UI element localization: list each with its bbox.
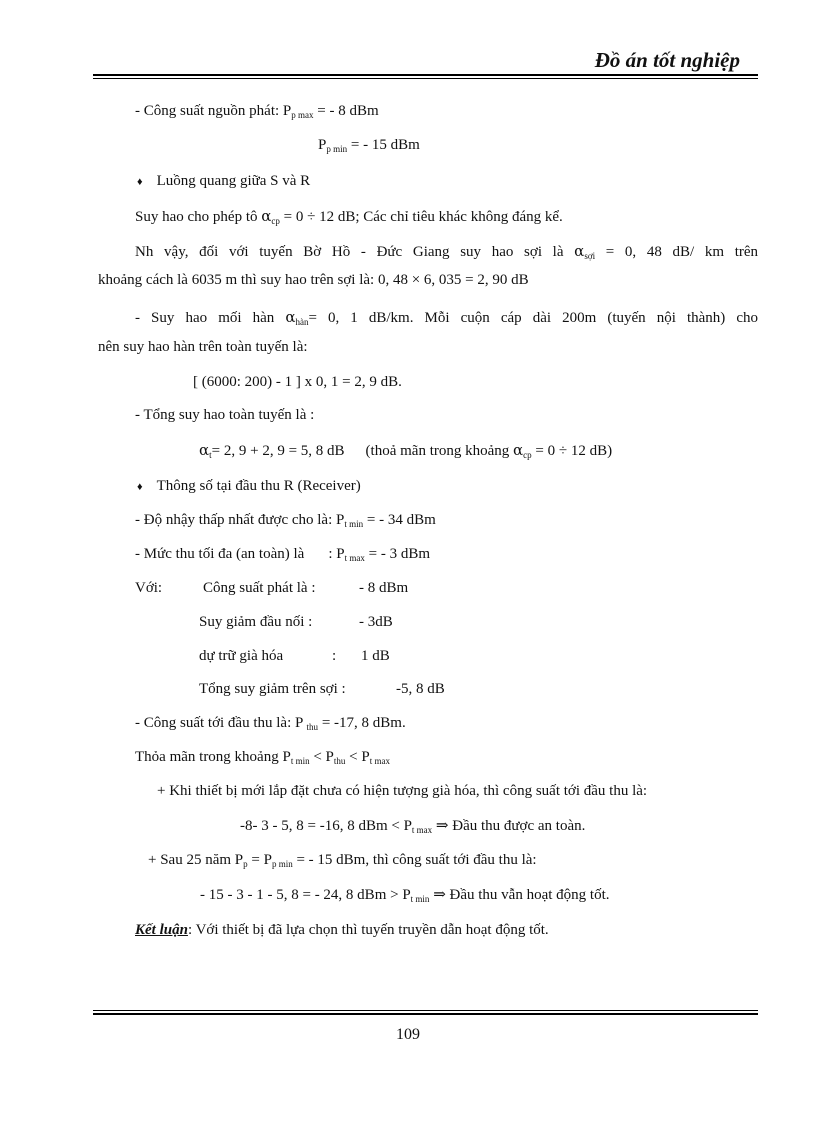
footer-rule-thin <box>93 1010 758 1011</box>
splice-loss-line1: - Suy hao mối hàn $\alpha_{hàn}= 0$, 1 dB/km. Mỗi cuộn cáp dài 200m (tuyến nội thành) cho <box>135 308 758 327</box>
budget-aging-value: 1 dB <box>361 648 390 664</box>
splice-loss-line2: nên suy hao hàn trên toàn tuyến là: <box>98 339 308 355</box>
received-power: - Công suất tới đầu thu là: P $_{thu}$ = -17, 8 dBm. <box>135 715 406 732</box>
allowed-loss: Suy hao cho phép tô $\alpha_{cp} = 0 \div 12$ dB; Các chỉ tiêu khác không đáng kể. <box>135 207 563 226</box>
splice-formula: [ (6000: 200) - 1 ] x 0, 1 = 2, 9 dB. <box>193 374 402 390</box>
budget-aging-label: dự trữ già hóa <box>199 648 284 664</box>
aged-equipment-case: + Sau 25 năm $P_p = P_{p min}$ = - 15 dBm, thì công suất tới đầu thu là: <box>148 852 537 869</box>
budget-connector-value: - 3dB <box>359 614 393 630</box>
header-rule-thin <box>93 78 758 79</box>
budget-fiber-value: -5, 8 dB <box>396 681 445 697</box>
header-title: Đồ án tốt nghiệp <box>594 48 740 72</box>
fiber-loss-line2: khoảng cách là 6035 m thì suy hao trên sợi là: 0, 48 × 6, 035 = 2, 90 dB <box>98 272 529 288</box>
conclusion-label: Kết luận <box>135 922 188 938</box>
conclusion: Kết luận: Với thiết bị đã lựa chọn thì tuyến truyền dẫn hoạt động tốt. <box>135 922 549 938</box>
with-label: Với: <box>135 580 163 596</box>
condition-range: Thỏa mãn trong khoảng $P_{t min} < P_{thu} < P_{t max}$ <box>135 749 390 766</box>
budget-connector-label: Suy giảm đầu nối : <box>199 614 313 630</box>
bullet-optical-link: ♦ Luồng quang giữa S và R <box>137 173 311 189</box>
receiver-max-level: - Mức thu tối đa (an toàn) là : $P_{t max}$ = - 3 dBm <box>135 546 430 563</box>
budget-aging-colon: : <box>332 648 337 664</box>
budget-fiber-label: Tổng suy giảm trên sợi : <box>199 681 346 697</box>
total-loss-label: - Tổng suy hao toàn tuyến là : <box>135 407 315 423</box>
budget-tx-power-label: Công suất phát là : <box>203 580 316 596</box>
bullet-receiver: ♦ Thông số tại đầu thu R (Receiver) <box>137 478 361 494</box>
budget-tx-power-value: - 8 dBm <box>359 580 409 596</box>
footer-rule <box>93 1013 758 1015</box>
diamond-bullet-icon: ♦ <box>137 481 143 493</box>
aged-equipment-formula: - 15 - 3 - 1 - 5, 8 = - 24, 8 dBm > $P_{t min}$ ⇒ Đầu thu vẫn hoạt động tốt. <box>200 887 610 904</box>
fiber-loss-line1: Nh vậy, đối với tuyến Bờ Hồ - Đức Giang suy hao sợi là $\alpha_{sợi} = 0$, 48 dB/ km trên <box>135 242 759 261</box>
header-rule <box>93 74 758 76</box>
page-number: 109 <box>396 1026 420 1043</box>
diamond-bullet-icon: ♦ <box>137 176 143 188</box>
receiver-sensitivity: - Độ nhậy thấp nhất được cho là: $P_{t min}$ = - 34 dBm <box>135 512 436 529</box>
source-power-max: - Công suất nguồn phát: $P_{p max}$ = - 8 dBm <box>135 103 379 120</box>
new-equipment-formula: -8- 3 - 5, 8 = -16, 8 dBm < $P_{t max}$ ⇒ Đầu thu được an toàn. <box>240 818 586 835</box>
source-power-min: $P_{p min}$ = - 15 dBm <box>318 137 420 154</box>
total-loss-formula: $\alpha_t= 2$, 9 + 2, 9 = 5, 8 dB (thoả mãn trong khoảng $\alpha_{cp} = 0 \div 12$ dB) <box>199 441 613 460</box>
new-equipment-case: + Khi thiết bị mới lắp đặt chưa có hiện tượng già hóa, thì công suất tới đầu thu là: <box>157 783 648 799</box>
